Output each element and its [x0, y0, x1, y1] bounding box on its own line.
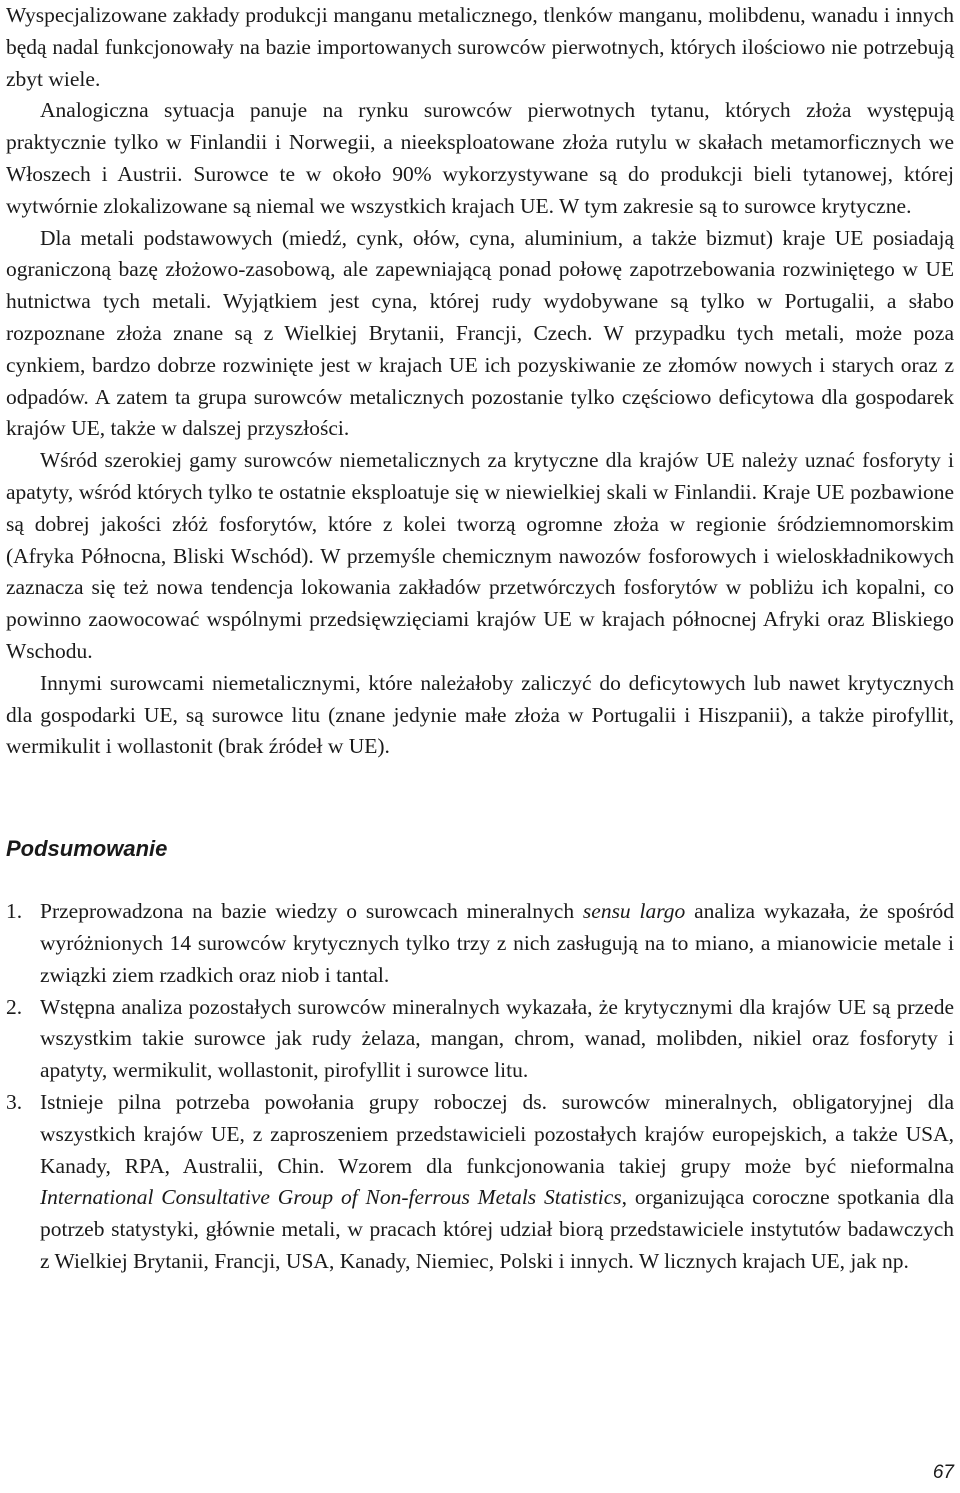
summary-list	[6, 896, 954, 1278]
page-number: 67	[932, 1462, 954, 1483]
summary-item-text: , organizująca coroczne spotkania dla potrzeb statystyki, głównie metali, w pracach której udział biorą przedstawiciele instytutów badawczych z Wielkiej Brytanii, Francji, USA, Kanady, Niemiec, Polski i innych. W licznych krajach UE, jak np.	[40, 1185, 954, 1273]
summary-item-text: analiza wykazała, że spośród wyróżnionych 14 surowców krytycznych tylko trzy z nich zasługują na to miano, a mianowicie metale i związki ziem rzadkich oraz niob i tantal.	[40, 899, 954, 987]
summary-item-3	[6, 1087, 954, 1278]
summary-item-1	[6, 896, 954, 991]
summary-item-2	[6, 992, 954, 1087]
paragraph-lithium: Innymi surowcami niemetalicznymi, które należałoby zaliczyć do deficytowych lub nawet krytycznych dla gospodarki UE, są surowce litu (znane jedynie małe złoża w Portugalii i Hiszpanii), a także pirofyllit, wermikulit i wollastonit (brak źródeł w UE).	[6, 670, 954, 759]
latin-term: sensu largo	[582, 899, 686, 924]
list-number: 3.	[6, 1089, 23, 1114]
summary-item-text: Wstępna analiza pozostałych surowców mineralnych wykazała, że krytycznymi dla krajów UE są przede wszystkim takie surowce jak rudy żelaza, mangan, chrom, wanad, molibden, nikiel oraz fosforyty i apatyty, wermikulit, wollastonit, pirofyllit i surowce litu.	[40, 994, 954, 1083]
paragraph-base-metals: Dla metali podstawowych (miedź, cynk, ołów, cyna, aluminium, a także bizmut) kraje UE posiadają ograniczoną bazę złożowo-zasobową, ale zapewniającą ponad połowę zapotrzebowania rozwiniętego w UE hutnictwa tych metali. Wyjątkiem jest cyna, której rudy wydobywane są tylko w Portugalii, a słabo rozpoznane złoża znane są z Wielkiej Brytanii, Francji, Czech. W przypadku tych metali, może poza cynkiem, bardzo dobrze rozwinięte jest w krajach UE ich pozyskiwanie ze złomów nowych i starych oraz z odpadów. A zatem ta grupa surowców metalicznych pozostanie tylko częściowo deficytowa dla gospodarek krajów UE, także w dalszej przyszłości.	[6, 225, 954, 441]
summary-item-text: Przeprowadzona na bazie wiedzy o surowcach mineralnych	[40, 899, 583, 924]
organization-name: International Consultative Group of Non-ferrous Metals Statistics	[40, 1185, 622, 1210]
paragraph-phosphates: Wśród szerokiej gamy surowców niemetalicznych za krytyczne dla krajów UE należy uznać fosforyty i apatyty, wśród których tylko te ostatnie eksploatuje się w niewielkiej skali w Finlandii. Kraje UE pozbawione są dobrej jakości złóż fosforytów, które z kolei tworzą ogromne złoża w regionie śródziemnomorskim (Afryka Północna, Bliski Wschód). W przemyśle chemicznym nawozów fosforowych i wieloskładnikowych zaznacza się też nowa tendencja lokowania zakładów przetwórczych fosforytów w pobliżu ich kopalni, co powinno zaowocować wspólnymi przedsięwzięciami krajów UE w krajach północnej Afryki oraz Bliskiego Wschodu.	[6, 448, 954, 663]
paragraph-manganese: Wyspecjalizowane zakłady produkcji manganu metalicznego, tlenków manganu, molibdenu, wanadu i innych będą nadal funkcjonowały na bazie importowanych surowców pierwotnych, których ilościowo nie potrzebują zbyt wiele.	[6, 3, 954, 91]
section-title: Podsumowanie	[6, 836, 168, 862]
list-number: 1.	[6, 899, 23, 924]
summary-item-text: Istnieje pilna potrzeba powołania grupy roboczej ds. surowców mineralnych, obligatoryjnej dla wszystkich krajów UE, z zaproszeniem przedstawicieli pozostałych krajów europejskich, a także USA, Kanady, RPA, Australii, Chin. Wzorem dla funkcjonowania takiej grupy może być nieformalna	[40, 1089, 954, 1178]
paragraph-titanium: Analogiczna sytuacja panuje na rynku surowców pierwotnych tytanu, których złoża występują praktycznie tylko w Finlandii i Norwegii, a nieeksploatowane złoża rutylu w skałach metamorficznych we Włoszech i Austrii. Surowce te w około 90% wykorzystywane są do produkcji bieli tytanowej, której wytwórnie zlokalizowane są niemal we wszystkich krajach UE. W tym zakresie są to surowce krytyczne.	[6, 98, 954, 218]
document-page	[6, 0, 954, 1278]
list-number: 2.	[6, 994, 23, 1019]
